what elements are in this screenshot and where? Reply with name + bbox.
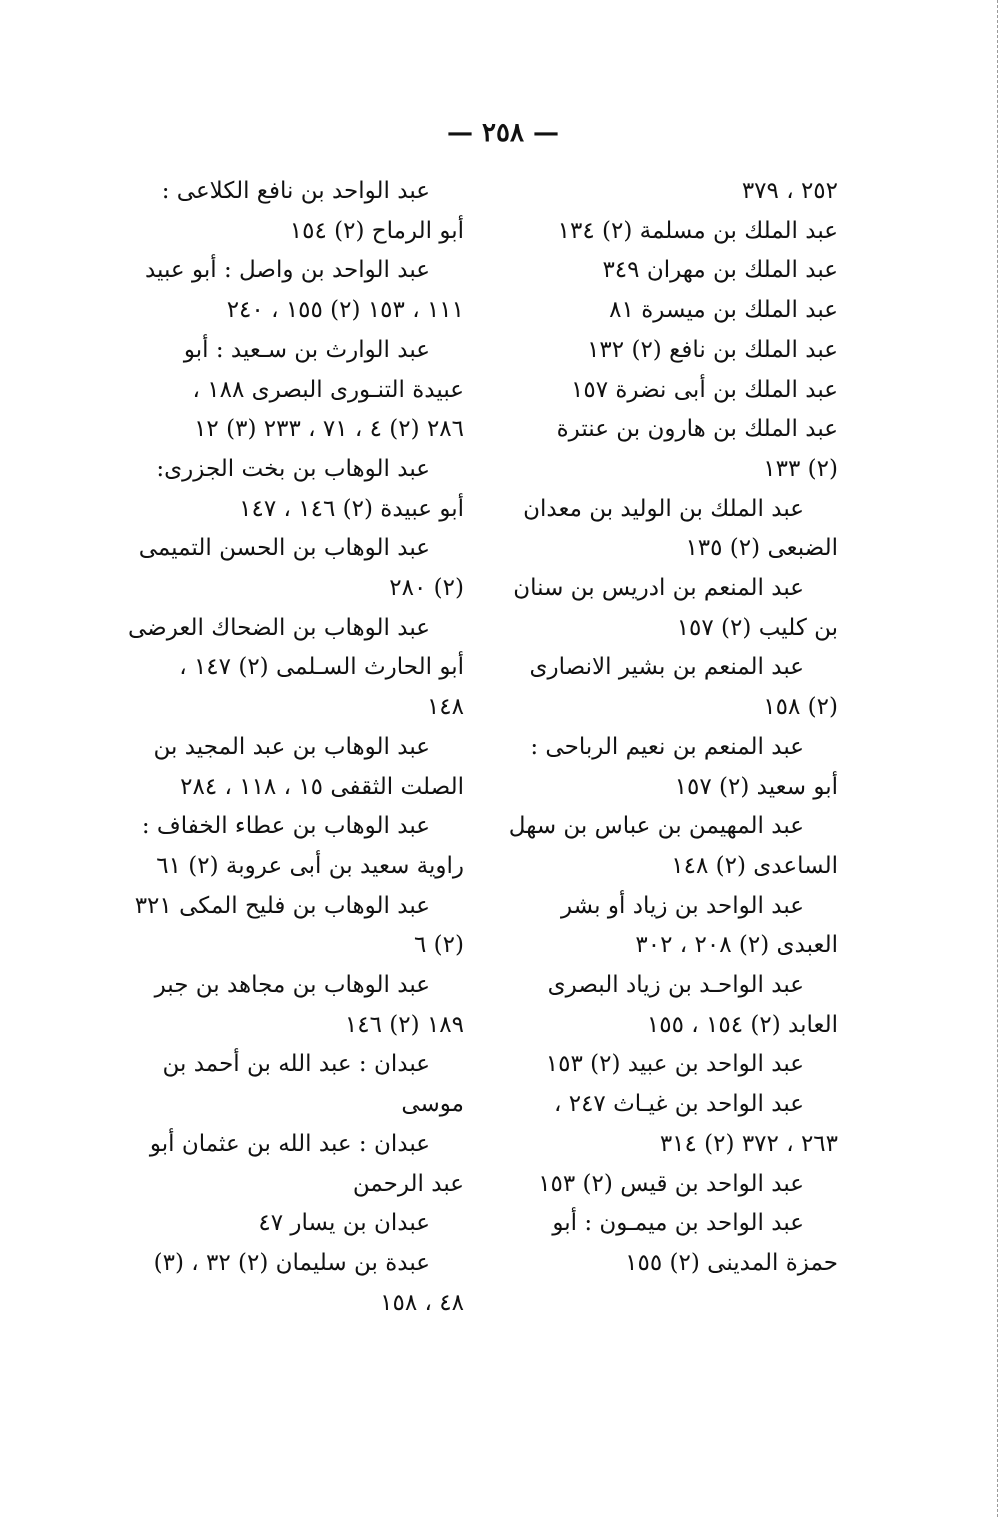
index-entry-line: عبد الوهاب بن الحسن التميمى (138, 535, 430, 562)
index-entry-line: ٢٦٣ ، ٣٧٢ (٢) ٣١٤ (659, 1130, 838, 1157)
index-entry-line: العبدى (٢) ٢٠٨ ، ٣٠٢ (635, 932, 838, 959)
index-entry-line: (٢) ١٣٣ (763, 455, 838, 482)
index-entry-line: عبدان بن يسار ٤٧ (258, 1210, 430, 1237)
index-entry-line: عبد الملك بن أبى نضرة ١٥٧ (570, 376, 838, 403)
index-entry-line: عبد الملك بن نافع (٢) ١٣٢ (587, 336, 838, 363)
index-entry-line: راوية سعيد بن أبى عروبة (٢) ٦١ (156, 852, 464, 879)
index-entry-line: ١٤٨ (426, 694, 464, 721)
index-entry-line: (٢) ٦ (414, 932, 464, 959)
index-entry-line: عبد الواحد بن نافع الكلاعى : (161, 178, 430, 204)
page-edge-line (997, 0, 1000, 1517)
index-entry-line: عبد المهيمن بن عباس بن سهل (508, 813, 804, 840)
index-entry-line: عبد الواحد بن زياد أو بشر (560, 892, 804, 919)
index-entry-line: عبد الواحد بن غيـاث ٢٤٧ ، (553, 1091, 804, 1118)
index-entry-line: حمزة المدينى (٢) ١٥٥ (625, 1249, 838, 1276)
index-entry-line: عبد الملك بن الوليد بن معدان (523, 495, 804, 522)
index-entry-line: (٢) ٢٨٠ (389, 575, 464, 602)
index-entry-line: عبد الوهاب بن فليح المكى ٣٢١ (134, 892, 430, 919)
index-entry-line: عبد المنعم بن بشير الانصارى (529, 654, 804, 681)
index-entry-line: أبو الرماح (٢) ١٥٤ (289, 217, 464, 244)
index-entry-line: عبد الملك بن هارون بن عنترة (556, 416, 838, 443)
index-entry-line: عبدان : عبد الله بن عثمان أبو (149, 1130, 430, 1157)
index-entry-line: موسى (401, 1091, 464, 1118)
index-entry-line: عبد الوهاب بن بخت الجزرى: (156, 455, 430, 482)
index-entry-line: عبد الواحد بن ميمـون : أبو (552, 1210, 804, 1237)
index-entry-line: عبد المنعم بن ادريس بن سنان (513, 575, 804, 602)
index-column-right (508, 172, 838, 1284)
index-entry-line: عبدة بن سليمان (٢) ٣٢ ، (٣) (153, 1249, 430, 1276)
index-entry-line: عبد الملك بن مسلمة (٢) ١٣٤ (557, 217, 838, 244)
index-entry-line: عبد الملك بن مهران ٣٤٩ (602, 257, 838, 284)
index-entry-line: عبد الوهاب بن الضحاك العرضى (128, 614, 430, 641)
index-entry-line: أبو سعيد (٢) ١٥٧ (674, 773, 838, 800)
index-entry-line: ٢٨٦ (٢) ٤ ، ٧١ ، ٢٣٣ (٣) ١٢ (194, 416, 464, 443)
index-entry-line: عبد الواحـد بن زياد البصرى (547, 972, 804, 999)
index-entry-line: أبو الحارث السـلمى (٢) ١٤٧ ، (179, 654, 464, 681)
index-entry-line: عبد المنعم بن نعيم الرباحى : (530, 733, 804, 760)
index-entry-line: عبد الوارث بن سـعيد : أبو (183, 336, 430, 363)
index-entry-line: عبد الرحمن (352, 1170, 464, 1197)
index-entry-line: ٢٥٢ ، ٣٧٩ (741, 178, 838, 204)
index-entry-line: عبد الوهاب بن عبد المجيد بن (153, 733, 430, 760)
index-entry-line: الصلت الثقفى ١٥ ، ١١٨ ، ٢٨٤ (180, 773, 464, 800)
index-entry-line: عبد الواحد بن قيس (٢) ١٥٣ (538, 1170, 804, 1197)
index-entry-line: الساعدى (٢) ١٤٨ (671, 852, 838, 879)
index-entry-line: عبدان : عبد الله بن أحمد بن (162, 1051, 430, 1078)
index-entry-line: عبد الوهاب بن عطاء الخفاف : (141, 813, 430, 840)
index-entry-line: ١١١ ، ١٥٣ (٢) ١٥٥ ، ٢٤٠ (226, 297, 464, 324)
index-entry-line: أبو عبيدة (٢) ١٤٦ ، ١٤٧ (239, 495, 464, 522)
index-entry-line: عبد الواحد بن واصل : أبو عبيد (144, 257, 430, 284)
index-entry-line: بن كليب (٢) ١٥٧ (676, 614, 838, 641)
index-entry-line: عبيدة التنـورى البصرى ١٨٨ ، (192, 376, 464, 403)
index-column-left (128, 172, 464, 1323)
index-entry-line: عبد الملك بن ميسرة ٨١ (609, 297, 838, 324)
index-entry-line: (٢) ١٥٨ (763, 694, 838, 721)
index-entry-line: عبد الواحد بن عبيد (٢) ١٥٣ (545, 1051, 804, 1078)
index-entry-line: العابد (٢) ١٥٤ ، ١٥٥ (646, 1011, 838, 1038)
index-entry-line: الضبعى (٢) ١٣٥ (685, 535, 838, 562)
index-entry-line: ١٨٩ (٢) ١٤٦ (344, 1011, 464, 1038)
index-entry-line: عبد الوهاب بن مجاهد بن جبر (154, 972, 430, 999)
index-entry-line: ٤٨ ، ١٥٨ (380, 1289, 464, 1316)
page-number: — ٢٥٨ — (446, 118, 560, 148)
